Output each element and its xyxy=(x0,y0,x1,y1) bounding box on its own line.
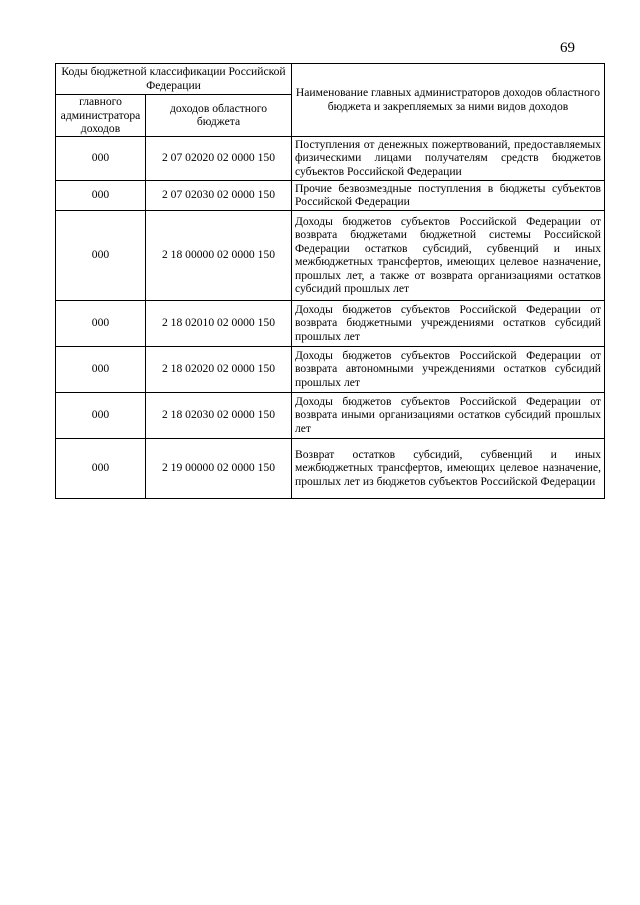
budget-classification-table xyxy=(55,63,605,499)
income-name-cell: Доходы бюджетов субъектов Российской Федерации от возврата бюджетными учреждениями остатков субсидий прошлых лет xyxy=(292,300,605,346)
income-code-cell: 2 07 02020 02 0000 150 xyxy=(146,136,292,180)
income-name-cell: Доходы бюджетов субъектов Российской Федерации от возврата иными организациями остатков субсидий прошлых лет xyxy=(292,392,605,438)
income-code-cell: 2 19 00000 02 0000 150 xyxy=(146,438,292,498)
table-row xyxy=(56,180,605,210)
header-chief-admin: главного администратора доходов xyxy=(56,95,146,137)
table-row xyxy=(56,300,605,346)
income-name-cell: Возврат остатков субсидий, субвенций и иных межбюджетных трансфертов, имеющих целевое назначение, прошлых лет из бюджетов субъектов Российской Федерации xyxy=(292,438,605,498)
income-code-cell: 2 18 02020 02 0000 150 xyxy=(146,346,292,392)
admin-code-cell: 000 xyxy=(56,346,146,392)
admin-code-cell: 000 xyxy=(56,136,146,180)
table-row xyxy=(56,136,605,180)
page-number: 69 xyxy=(560,40,575,56)
table-row xyxy=(56,438,605,498)
income-name-cell: Прочие безвозмездные поступления в бюджеты субъектов Российской Федерации xyxy=(292,180,605,210)
table-row xyxy=(56,392,605,438)
header-admin-name: Наименование главных администраторов доходов областного бюджета и закрепляемых за ними видов доходов xyxy=(292,64,605,137)
header-regional-income: доходов областного бюджета xyxy=(146,95,292,137)
income-code-cell: 2 07 02030 02 0000 150 xyxy=(146,180,292,210)
admin-code-cell: 000 xyxy=(56,438,146,498)
income-name-cell: Доходы бюджетов субъектов Российской Федерации от возврата автономными учреждениями остатков субсидий прошлых лет xyxy=(292,346,605,392)
admin-code-cell: 000 xyxy=(56,392,146,438)
income-code-cell: 2 18 02010 02 0000 150 xyxy=(146,300,292,346)
table-header-row xyxy=(56,64,605,95)
admin-code-cell: 000 xyxy=(56,180,146,210)
table-row xyxy=(56,346,605,392)
table-row xyxy=(56,210,605,300)
income-name-cell: Поступления от денежных пожертвований, предоставляемых физическими лицами получателям средств бюджетов субъектов Российской Федерации xyxy=(292,136,605,180)
income-name-cell: Доходы бюджетов субъектов Российской Федерации от возврата бюджетами бюджетной системы Российской Федерации остатков субсидий, субвенций и иных межбюджетных трансфертов, имеющих целевое назначение, прошлых лет, а также от возврата организациями остатков субсидий прошлых лет xyxy=(292,210,605,300)
header-codes-group: Коды бюджетной классификации Российской Федерации xyxy=(56,64,292,95)
income-code-cell: 2 18 02030 02 0000 150 xyxy=(146,392,292,438)
income-code-cell: 2 18 00000 02 0000 150 xyxy=(146,210,292,300)
admin-code-cell: 000 xyxy=(56,210,146,300)
admin-code-cell: 000 xyxy=(56,300,146,346)
